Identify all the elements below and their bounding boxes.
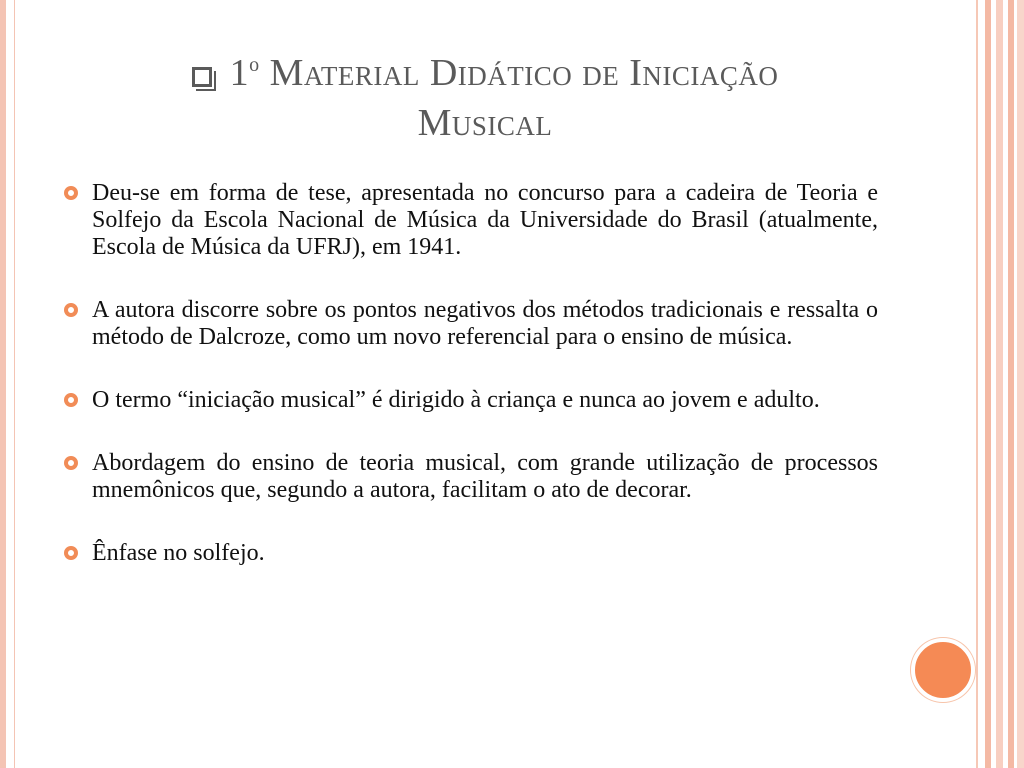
right-stripe bbox=[985, 0, 991, 768]
right-stripe bbox=[1017, 0, 1024, 768]
list-item bbox=[60, 180, 878, 261]
title-ordinal: o bbox=[249, 54, 260, 76]
list-item-text: Abordagem do ensino de teoria musical, com grande utilização de processos mnemônicos que, segundo a autora, facilitam o ato de decorar. bbox=[92, 450, 878, 503]
left-border-line bbox=[14, 0, 15, 768]
list-item-text: Deu-se em forma de tese, apresentada no concurso para a cadeira de Teoria e Solfejo da Escola Nacional de Música da Universidade do Brasil (atualmente, Escola de Música da UFRJ), em 1941. bbox=[92, 180, 878, 260]
left-border bbox=[0, 0, 6, 768]
decorative-circle bbox=[911, 638, 975, 702]
list-item bbox=[60, 450, 878, 504]
title-text-line-1: Material Didático de Iniciação bbox=[269, 52, 779, 94]
title-line-1 bbox=[90, 40, 880, 98]
right-stripe bbox=[1008, 0, 1014, 768]
bullet-list bbox=[60, 180, 878, 603]
list-item-text: Ênfase no solfejo. bbox=[92, 540, 265, 566]
ring-bullet-icon bbox=[64, 186, 78, 200]
ring-bullet-icon bbox=[64, 546, 78, 560]
title-number: 1 bbox=[229, 52, 250, 94]
list-item-text: O termo “iniciação musical” é dirigido à criança e nunca ao jovem e adulto. bbox=[92, 387, 820, 413]
ring-bullet-icon bbox=[64, 303, 78, 317]
right-stripe bbox=[976, 0, 978, 768]
list-item-text: A autora discorre sobre os pontos negativos dos métodos tradicionais e ressalta o método de Dalcroze, como um novo referencial para o ensino de música. bbox=[92, 297, 878, 350]
list-item bbox=[60, 387, 878, 414]
list-item bbox=[60, 297, 878, 351]
ring-bullet-icon bbox=[64, 393, 78, 407]
right-stripe bbox=[996, 0, 1003, 768]
hollow-square-icon bbox=[192, 67, 212, 87]
list-item bbox=[60, 540, 878, 567]
slide-title bbox=[90, 40, 880, 148]
ring-bullet-icon bbox=[64, 456, 78, 470]
title-text-line-2: Musical bbox=[417, 102, 553, 144]
